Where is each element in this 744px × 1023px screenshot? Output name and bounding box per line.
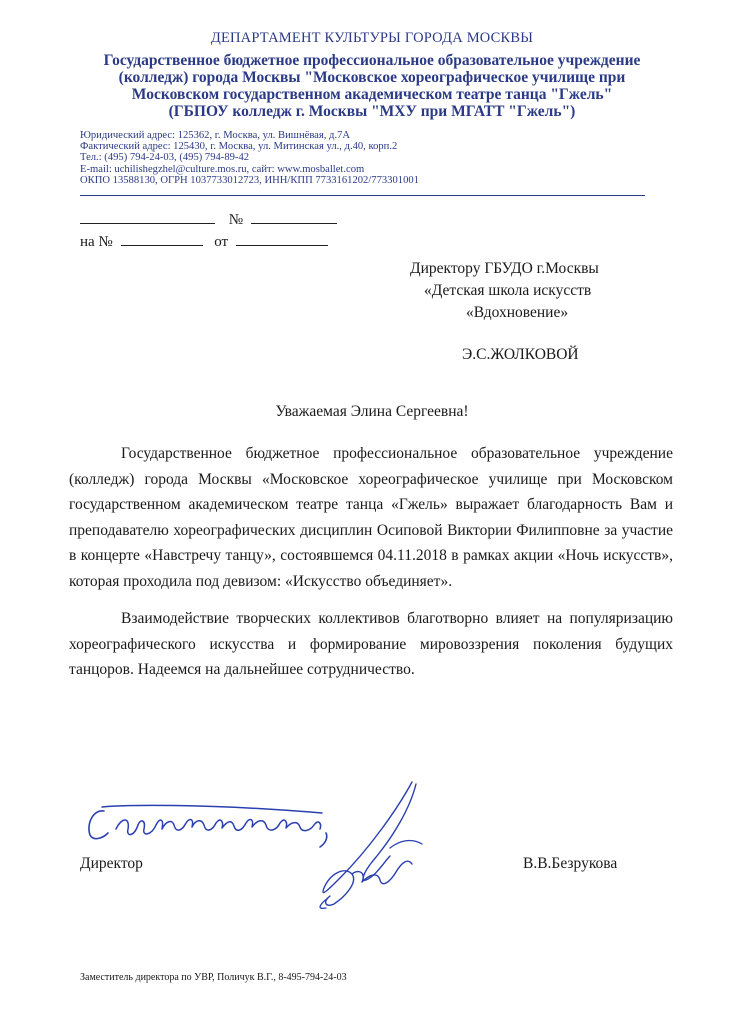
outgoing-number-line <box>80 211 337 229</box>
registry-codes: ОКПО 13588130, ОГРН 1037733012723, ИНН/КПП 7733161202/773301001 <box>80 174 419 186</box>
ref-number-blank <box>121 233 203 246</box>
department-header: ДЕПАРТАМЕНТ КУЛЬТУРЫ ГОРОДА МОСКВЫ <box>210 30 534 46</box>
contact-details <box>80 130 680 186</box>
phone: Тел.: (495) 794-24-03, (495) 794-89-42 <box>80 152 250 164</box>
date-blank <box>80 211 215 224</box>
addressee-line: «Детская школа искусств <box>424 282 592 299</box>
footer-executor: Заместитель директора по УВР, Поличук В.Г., 8-495-794-24-03 <box>80 972 347 983</box>
body-paragraph: Государственное бюджетное профессиональное образовательное учреждение (колледж) города Москвы «Московское хореографическое училище при Московском государственном академическом театре танца «Гжель» выражает благодарность Вам и преподавателю хореографических дисциплин Осиповой Виктории Филипповне за участие в концерте «Навстречу танцу», состоявшемся 04.11.2018 в рамках акции «Ночь искусств», которая проходила под девизом: «Искусство объединяет». <box>69 445 673 590</box>
addressee-line: «Вдохновение» <box>466 304 569 321</box>
greeting: Уважаемая Элина Сергеевна! <box>275 403 469 420</box>
number-blank <box>251 211 337 224</box>
institution-line: Государственное бюджетное профессиональное образовательное учреждение <box>103 52 641 69</box>
number-sign: № <box>228 212 244 228</box>
ot-label: от <box>214 234 229 250</box>
legal-address: Юридический адрес: 125362, г. Москва, ул. Вишнёвая, д.7А <box>80 130 351 141</box>
signer-position: Директор <box>80 855 143 872</box>
institution-line: (ГБПОУ колледж г. Москвы "МХУ при МГАТТ "Гжель") <box>168 103 576 120</box>
institution-line: Московском государственном академическом театре танца "Гжель" <box>131 86 613 103</box>
body-paragraph: Взаимодействие творческих коллективов благотворно влияет на популяризацию хореографического искусства и формирование мировоззрения поколения будущих танцоров. Надеемся на дальнейшее сотрудничество. <box>69 610 673 678</box>
actual-address: Фактический адрес: 125430, г. Москва, ул. Митинская ул., д.40, корп.2 <box>80 141 398 153</box>
ref-date-blank <box>236 233 328 246</box>
email-site: E-mail: uchilishegzhel@culture.mos.ru, сайт: www.mosballet.com <box>80 163 365 175</box>
na-nomer-label: на № <box>80 234 113 250</box>
addressee-line: Директору ГБУДО г.Москвы <box>410 260 599 277</box>
letter-body <box>69 441 673 683</box>
signer-name: В.В.Безрукова <box>523 855 618 872</box>
reference-number-line <box>80 233 328 251</box>
institution-name <box>0 52 744 120</box>
institution-line: (колледж) города Москвы "Московское хореографическое училище при <box>118 69 626 86</box>
addressee-block <box>410 258 710 324</box>
letterhead-divider <box>80 195 645 196</box>
director-signature <box>300 778 450 913</box>
addressee-name: Э.С.ЖОЛКОВОЙ <box>462 346 579 363</box>
